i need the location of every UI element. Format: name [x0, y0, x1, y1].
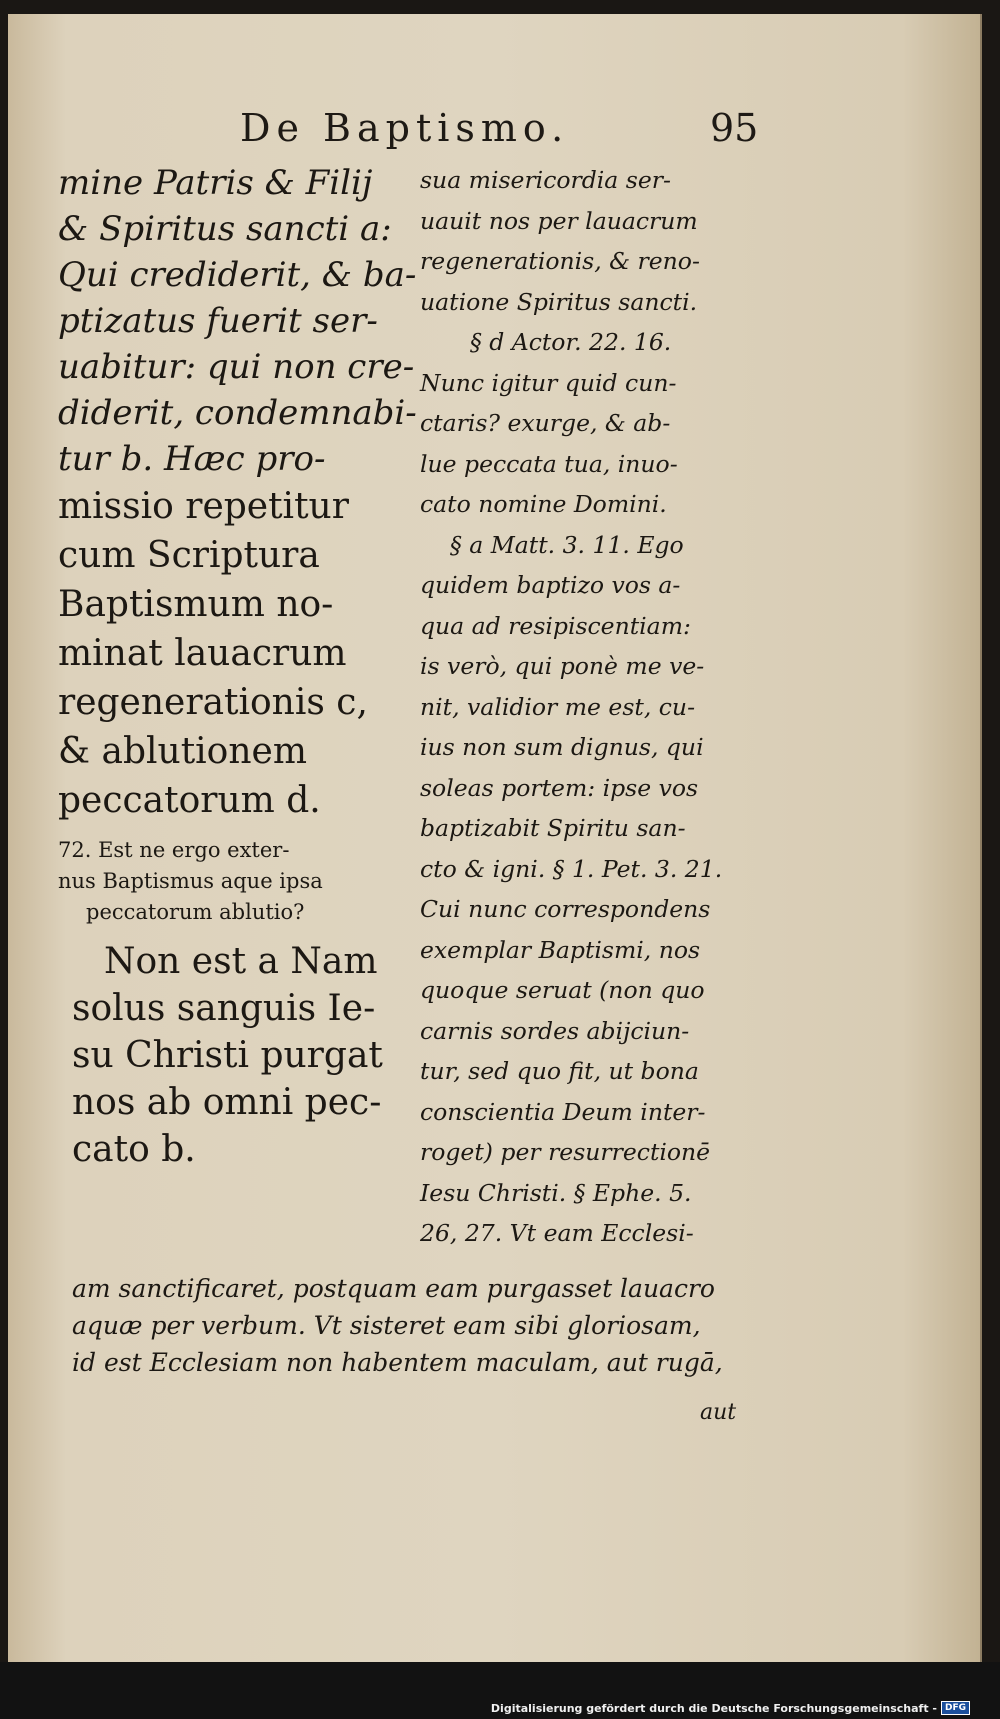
- note-line: Nunc igitur quid cun-: [420, 368, 677, 397]
- note-line: baptizabit Spiritu san-: [420, 814, 686, 842]
- left-italic-line: & Spiritus sancti a:: [58, 209, 392, 249]
- note-line: exemplar Baptismi, nos: [420, 935, 701, 964]
- question-line: peccatorum ablutio?: [86, 900, 305, 924]
- note-line: lue peccata tua, inuo-: [420, 449, 678, 478]
- note-line: roget) per resurrectionē: [420, 1138, 711, 1166]
- left-italic-line: diderit, condemnabi-: [58, 393, 417, 433]
- answer-line: Non est a Nam: [104, 941, 378, 982]
- note-line: 26, 27. Vt eam Ecclesi-: [420, 1219, 694, 1247]
- note-line: tur, sed quo fit, ut bona: [420, 1057, 699, 1085]
- note-line: Cui nunc correspondens: [420, 895, 711, 923]
- note-line: Iesu Christi. § Ephe. 5.: [420, 1178, 692, 1207]
- running-head: De Baptismo.: [240, 106, 570, 150]
- page-number: 95: [710, 106, 759, 150]
- bottom-line: id est Ecclesiam non habentem maculam, aut rugā,: [72, 1348, 723, 1377]
- note-line: qua ad resipiscentiam:: [420, 611, 691, 640]
- note-line: cto & igni. § 1. Pet. 3. 21.: [420, 854, 723, 883]
- note-line: uauit nos per lauacrum: [420, 206, 698, 235]
- question-line: nus Baptismus aque ipsa: [58, 869, 323, 893]
- catchword: aut: [700, 1400, 737, 1425]
- right-column: [420, 160, 752, 1254]
- footer-text: Digitalisierung gefördert durch die Deutsche Forschungsgemeinschaft -: [490, 1701, 937, 1715]
- bottom-line: am sanctificaret, postquam eam purgasset lauacro: [72, 1274, 715, 1303]
- note-line: § d Actor. 22. 16.: [470, 328, 672, 356]
- answer-line: nos ab omni pec-: [72, 1082, 382, 1123]
- left-roman-line: & ablutionem: [58, 731, 307, 772]
- left-roman-line: cum Scriptura: [58, 535, 320, 576]
- left-italic-line: Qui crediderit, & ba-: [58, 255, 417, 295]
- left-roman-line: Baptismum no-: [58, 584, 334, 625]
- digitization-footer: [491, 1700, 970, 1716]
- note-line: quoque seruat (non quo: [420, 976, 705, 1004]
- bottom-text: [72, 1270, 772, 1381]
- answer-line: su Christi purgat: [72, 1035, 383, 1076]
- note-line: regenerationis, & reno-: [420, 247, 700, 275]
- dfg-logo-icon: DFG: [941, 1701, 970, 1715]
- bottom-line: aquæ per verbum. Vt sisteret eam sibi gloriosam,: [72, 1311, 701, 1340]
- note-line: soleas portem: ipse vos: [420, 773, 699, 802]
- note-line: ctaris? exurge, & ab-: [420, 409, 671, 437]
- note-line: sua misericordia ser-: [420, 166, 671, 194]
- left-italic-line: mine Patris & Filij: [58, 163, 373, 203]
- left-italic-line: uabitur: qui non cre-: [58, 347, 415, 387]
- note-line: conscientia Deum inter-: [420, 1097, 706, 1126]
- note-line: nit, validior me est, cu-: [420, 692, 696, 721]
- note-line: § a Matt. 3. 11. Ego: [450, 530, 684, 559]
- left-italic-line: ptizatus fuerit ser-: [58, 301, 378, 341]
- question-line: 72. Est ne ergo exter-: [58, 838, 290, 862]
- left-roman-line: peccatorum d.: [58, 780, 321, 821]
- left-roman-line: regenerationis c,: [58, 682, 368, 723]
- left-roman-line: minat lauacrum: [58, 633, 347, 674]
- note-line: quidem baptizo vos a-: [420, 571, 681, 599]
- note-line: uatione Spiritus sancti.: [420, 287, 698, 316]
- note-line: ius non sum dignus, qui: [420, 733, 704, 761]
- answer-line: cato b.: [72, 1129, 196, 1170]
- left-italic-line: tur b. Hæc pro-: [58, 439, 326, 479]
- note-line: cato nomine Domini.: [420, 490, 667, 518]
- note-line: carnis sordes abijciun-: [420, 1016, 690, 1045]
- left-column: [58, 160, 417, 1173]
- answer-line: solus sanguis Ie-: [72, 988, 376, 1029]
- left-roman-line: missio repetitur: [58, 486, 349, 527]
- note-line: is verò, qui ponè me ve-: [420, 652, 705, 680]
